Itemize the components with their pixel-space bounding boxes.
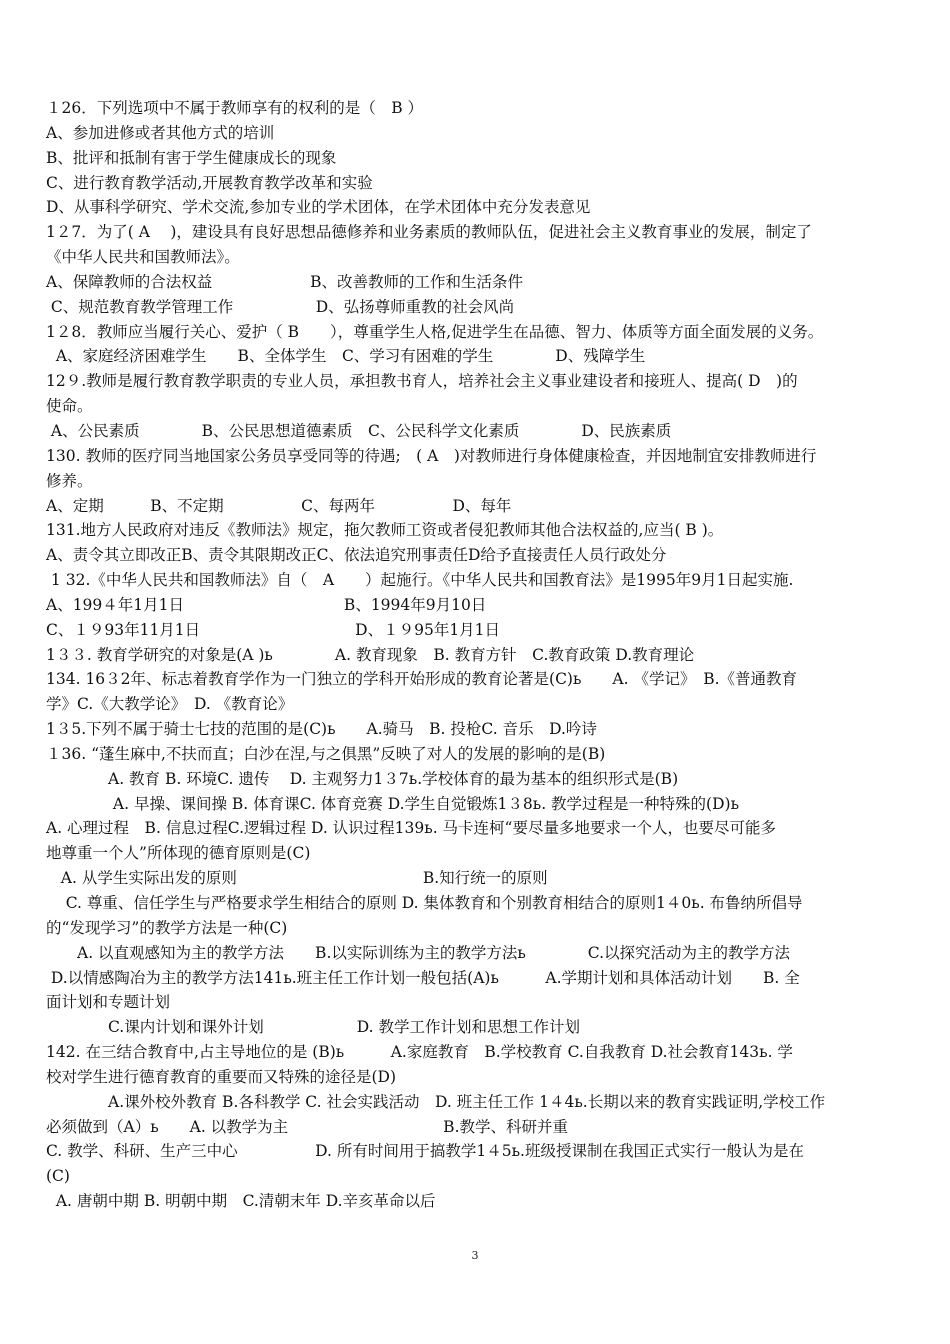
text-line: 130. 教师的医疗同当地国家公务员享受同等的待遇; ( A )对教师进行身体健康检查，并因地制宜安排教师进行 <box>46 446 817 465</box>
text-line: 学》C.《大教学论》 D. 《教育论》 <box>46 695 294 714</box>
text-line: A、责令其立即改正B、责令其限期改正C、依法追究刑事责任D给予直接责任人员行政处分 <box>46 546 667 565</box>
text-line: A. 心理过程 B. 信息过程C.逻辑过程 D. 认识过程139ь. 马卡连柯“要尽量多地要求一个人，也要尽可能多 <box>46 819 776 838</box>
text-line: １26．下列选项中不属于教师享有的权利的是（ B ） <box>46 99 424 117</box>
text-line: 使命。 <box>46 397 93 416</box>
text-line: A、保障教师的合法权益 B、改善教师的工作和生活条件 <box>46 272 524 291</box>
text-line: 134. 16３2年、标志着教育学作为一门独立的学科开始形成的教育论著是(C)ь A. 《学记》 B.《普通教育 <box>46 670 798 689</box>
text-line: C、进行教育教学活动,开展教育教学改革和实验 <box>46 173 373 192</box>
text-line: C、规范教育教学管理工作 D、弘扬尊师重教的社会风尚 <box>46 297 515 316</box>
text-line: 《中华人民共和国教师法》。 <box>46 248 240 267</box>
text-line: 修养。 <box>46 471 93 490</box>
text-line: A、家庭经济困难学生 B、全体学生 C、学习有困难的学生 D、残障学生 <box>46 347 646 366</box>
text-line: A、199４年1月1日 B、1994年9月10日 <box>46 595 487 614</box>
text-line: A. 教育 B. 环境C. 遗传 D. 主观努力1３7ь.学校体育的最为基本的组织形式是(B) <box>46 769 679 788</box>
question-text-block <box>46 96 908 1214</box>
text-line: 的“发现学习”的教学方法是一种(C) <box>46 918 288 937</box>
text-line: 1２7．为了( A )，建设具有良好思想品德修养和业务素质的教师队伍，促进社会主义教育事业的发展，制定了 <box>46 223 812 242</box>
text-line: A、定期 B、不定期 C、每两年 D、每年 <box>46 496 512 515</box>
text-line: A.课外校外教育 B.各科教学 C. 社会实践活动 D. 班主任工作 1４4ь.长期以来的教育实践证明,学校工作 <box>46 1092 826 1111</box>
text-line: 地尊重一个人”所体现的德育原则是(C) <box>46 844 311 863</box>
text-line: A. 唐朝中期 B. 明朝中期 C.清朝末年 D.辛亥革命以后 <box>46 1192 436 1211</box>
text-line: B、批评和抵制有害于学生健康成长的现象 <box>46 148 337 167</box>
page-number: 3 <box>471 1249 479 1262</box>
text-line: 必须做到（A）ь A. 以教学为主 B.教学、科研并重 <box>46 1117 568 1136</box>
text-line: A、公民素质 B、公民思想道德素质 C、公民科学文化素质 D、民族素质 <box>46 421 672 440</box>
text-line: D.以情感陶冶为主的教学方法141ь.班主任工作计划一般包括(A)ь A.学期计划和具体活动计划 B. 全 <box>46 968 800 987</box>
text-line: 131.地方人民政府对违反《教师法》规定，拖欠教师工资或者侵犯教师其他合法权益的,应当( B )。 <box>46 521 724 540</box>
text-line: C.课内计划和课外计划 D. 教学工作计划和思想工作计划 <box>46 1018 580 1037</box>
text-line: 1 32.《中华人民共和国教师法》自（ A ）起施行。《中华人民共和国教育法》是1995年9月1日起实施. <box>46 571 794 590</box>
text-line: C. 尊重、信任学生与严格要求学生相结合的原则 D. 集体教育和个别教育相结合的原则1４0ь. 布鲁纳所倡导 <box>46 894 803 912</box>
text-line: A. 早操、课间操 B. 体育课C. 体育竞赛 D.学生自觉锻炼1３8ь. 教学过程是一种特殊的(D)ь <box>46 794 740 813</box>
text-line: 1２8．教师应当履行关心、爱护（ B ），尊重学生人格,促进学生在品德、智力、体质等方面全面发展的义务。 <box>46 322 824 341</box>
text-line: 1３３. 教育学研究的对象是(A )ь A. 教育现象 B. 教育方针 C.教育政策 D.教育理论 <box>46 645 695 664</box>
text-line: 校对学生进行德育教育的重要而又特殊的途径是(D) <box>46 1067 397 1086</box>
text-line: 12９.教师是履行教育教学职责的专业人员，承担教书育人，培养社会主义事业建设者和接班人、提高( D )的 <box>46 372 798 391</box>
text-line: C、１９93年11月1日 D、１９95年1月1日 <box>46 620 501 639</box>
text-line: 142. 在三结合教育中,占主导地位的是 (B)ь A.家庭教育 B.学校教育 C.自我教育 D.社会教育143ь. 学 <box>46 1043 793 1062</box>
text-line: C. 教学、科研、生产三中心 D. 所有时间用于搞教学1４5ь.班级授课制在我国正式实行一般认为是在 <box>46 1142 804 1161</box>
text-line: A. 以直观感知为主的教学方法 B.以实际训练为主的教学方法ь C.以探究活动为主的教学方法 <box>46 943 791 962</box>
text-line: 1３5.下列不属于骑士七技的范围的是(C)ь A.骑马 B. 投枪C. 音乐 D.吟诗 <box>46 720 597 739</box>
text-line: A. 从学生实际出发的原则 B.知行统一的原则 <box>46 869 548 888</box>
text-line: A、参加进修或者其他方式的培训 <box>46 123 275 142</box>
text-line: (C) <box>46 1167 70 1186</box>
text-line: １36. “蓬生麻中,不扶而直；白沙在涅,与之俱黑”反映了对人的发展的影响的是(B) <box>46 744 606 763</box>
text-line: D、从事科学研究、学术交流,参加专业的学术团体，在学术团体中充分发表意见 <box>46 198 591 217</box>
text-line: 面计划和专题计划 <box>46 993 171 1012</box>
